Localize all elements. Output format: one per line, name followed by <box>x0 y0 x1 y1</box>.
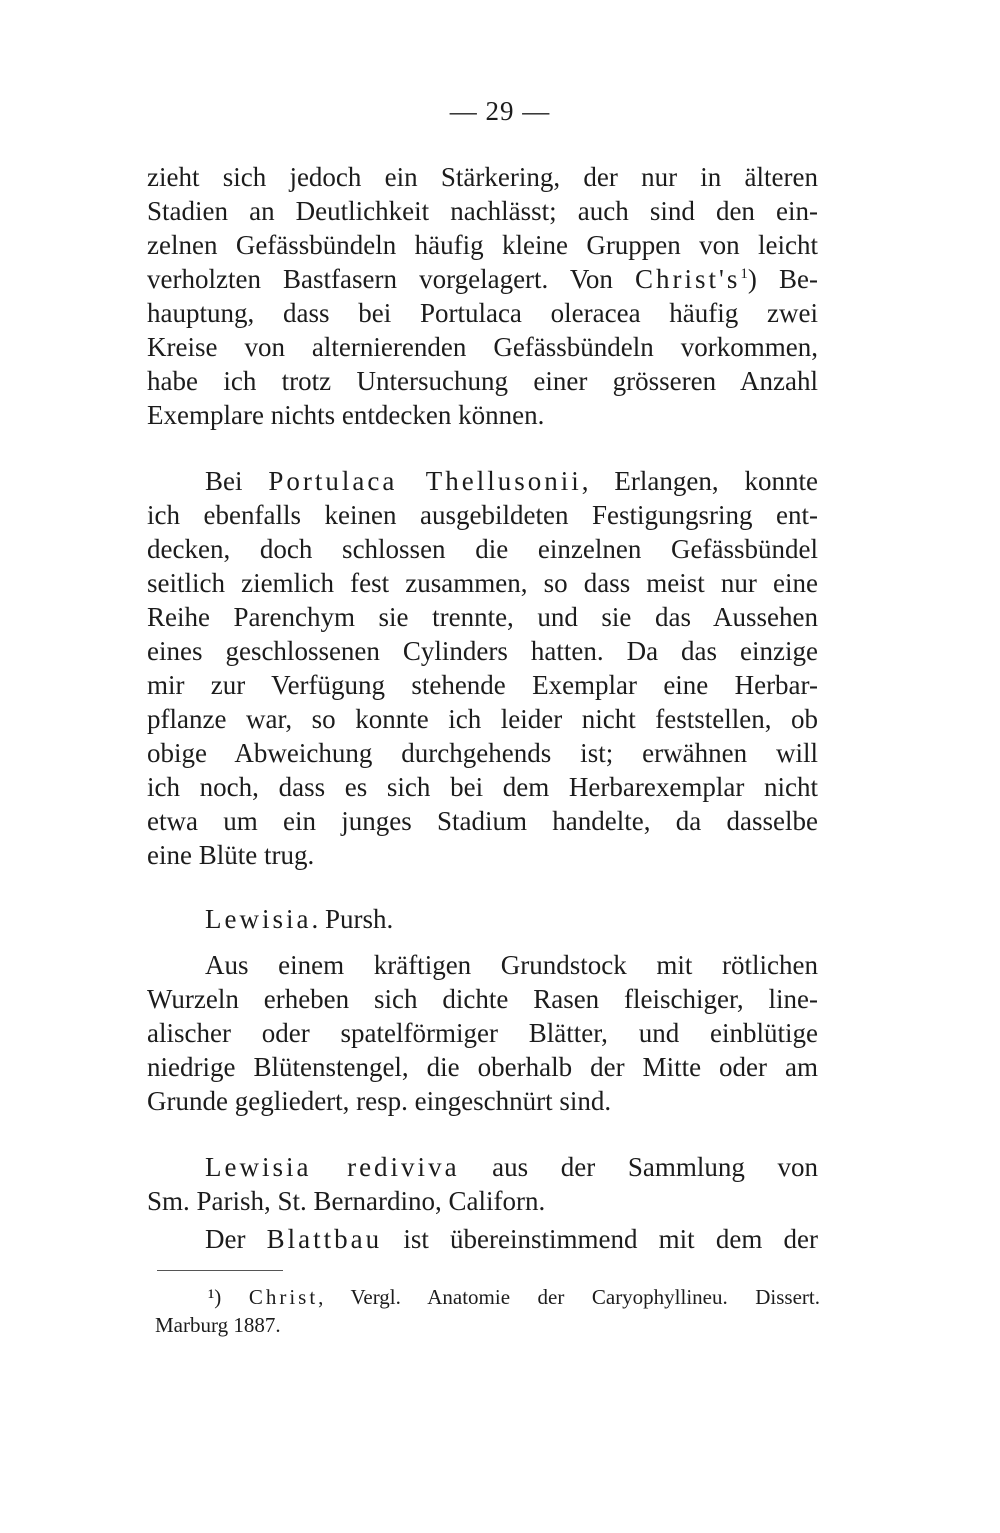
species-name: Portulaca Thellusonii <box>268 466 582 496</box>
text-line: ich noch, dass es sich bei dem Herbarexemplar nicht <box>147 772 818 802</box>
footnote-reference: 1 <box>740 266 748 282</box>
species-name: Lewisia rediviva <box>205 1152 460 1182</box>
text-line: eines geschlossenen Cylinders hatten. Da das einzige <box>147 636 818 666</box>
text-line: zelnen Gefässbündeln häufig kleine Gruppen von leicht <box>147 230 818 260</box>
text-line: obige Abweichung durchgehends ist; erwähnen will <box>147 738 818 768</box>
text-line: hauptung, dass bei Portulaca oleracea häufig zwei <box>147 298 818 328</box>
text-line: Bei Portulaca Thellusonii, Erlangen, konnte <box>205 466 818 496</box>
text-line: decken, doch schlossen die einzelnen Gefässbündel <box>147 534 818 564</box>
text-line: niedrige Blütenstengel, die oberhalb der Mitte oder am <box>147 1052 818 1082</box>
footnote-separator <box>157 1270 283 1271</box>
genus-heading: Lewisia. Pursh. <box>205 904 394 934</box>
text-line: Exemplare nichts entdecken können. <box>147 400 545 430</box>
text-line: Wurzeln erheben sich dichte Rasen fleischiger, line- <box>147 984 818 1014</box>
emphasized-term: Blattbau <box>266 1224 383 1254</box>
footnote-author: Christ <box>248 1285 319 1309</box>
footnote-line: Marburg 1887. <box>155 1313 281 1337</box>
text-line: verholzten Bastfasern vorgelagert. Von Christ's$^1$) Be- <box>147 264 818 294</box>
text-line: Reihe Parenchym sie trennte, und sie das Aussehen <box>147 602 818 632</box>
text-line: Lewisia rediviva aus der Sammlung von <box>205 1152 818 1182</box>
text-line: Grunde gegliedert, resp. eingeschnürt sind. <box>147 1086 612 1116</box>
footnote-line: ¹) Christ, Vergl. Anatomie der Caryophyllineu. Dissert. <box>208 1285 821 1309</box>
text-line: seitlich ziemlich fest zusammen, so dass meist nur eine <box>147 568 818 598</box>
text-line: mir zur Verfügung stehende Exemplar eine Herbar- <box>147 670 818 700</box>
footnote-marker: ¹) <box>208 1285 222 1309</box>
text-line: zieht sich jedoch ein Stärkering, der nur in älteren <box>147 162 818 192</box>
text-line: Kreise von alternierenden Gefässbündeln vorkommen, <box>147 332 818 362</box>
text-line: Aus einem kräftigen Grundstock mit rötlichen <box>205 950 818 980</box>
genus-name: Lewisia <box>205 904 312 934</box>
text-line: pflanze war, so konnte ich leider nicht feststellen, ob <box>147 704 818 734</box>
text-line: Sm. Parish, St. Bernardino, Californ. <box>147 1186 546 1216</box>
author-name: Christ's <box>635 264 741 294</box>
text-line: habe ich trotz Untersuchung einer grösseren Anzahl <box>147 366 818 396</box>
text-line: alischer oder spatelförmiger Blätter, und einblütige <box>147 1018 818 1048</box>
text-line: Der Blattbau ist übereinstimmend mit dem der <box>205 1224 818 1254</box>
text-line: ich ebenfalls keinen ausgebildeten Festigungsring ent- <box>147 500 818 530</box>
text-line: Stadien an Deutlichkeit nachlässt; auch sind den ein- <box>147 196 818 226</box>
text-line: etwa um ein junges Stadium handelte, da dasselbe <box>147 806 818 836</box>
page-number: — 29 — <box>449 96 551 126</box>
text-line: eine Blüte trug. <box>147 840 315 870</box>
